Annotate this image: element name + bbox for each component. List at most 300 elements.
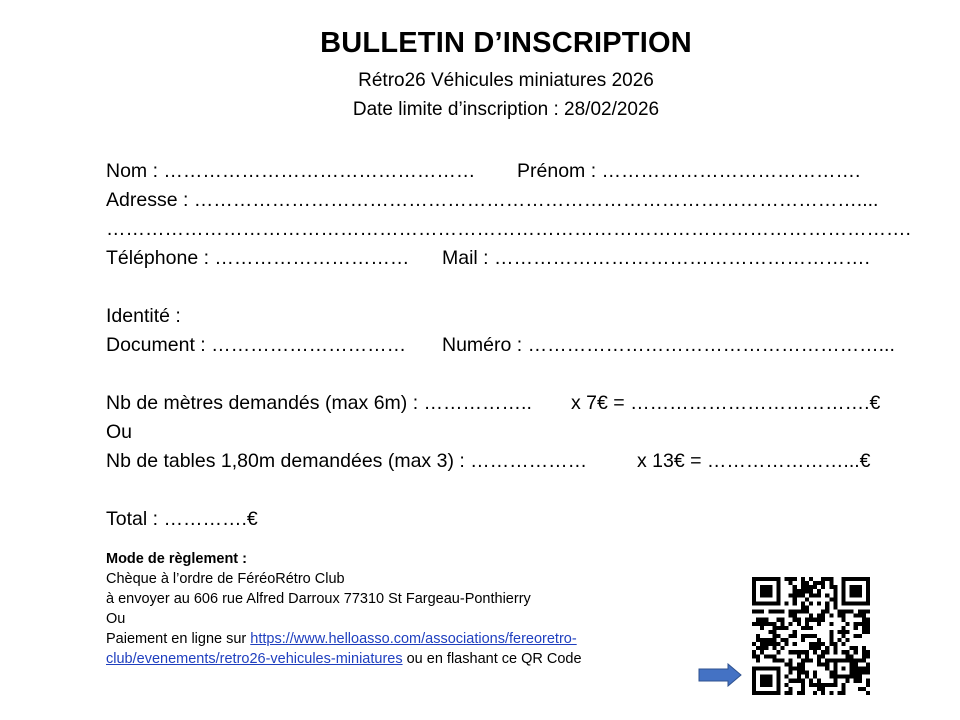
qr-module (809, 593, 813, 597)
qr-module (862, 577, 866, 581)
qr-module (785, 577, 789, 581)
qr-module (829, 642, 833, 646)
qr-module (797, 593, 801, 597)
qr-module (829, 671, 833, 675)
qr-module (760, 642, 764, 646)
qr-module (797, 691, 801, 695)
qr-module (809, 589, 813, 593)
qr-module (776, 671, 780, 675)
qr-module (801, 691, 805, 695)
qr-module (829, 614, 833, 618)
qr-module (793, 577, 797, 581)
qr-module (756, 610, 760, 614)
qr-module (837, 658, 841, 662)
qr-module (817, 614, 821, 618)
qr-module (793, 593, 797, 597)
qr-module (760, 601, 764, 605)
qr-module (797, 671, 801, 675)
adresse-field-line2[interactable]: ……………………………………………………………………………………………………………. (106, 218, 911, 240)
qr-module (772, 610, 776, 614)
qr-module (866, 597, 870, 601)
qr-module (833, 593, 837, 597)
qr-module (752, 593, 756, 597)
payment-qr-suffix: ou en flashant ce QR Code (402, 651, 582, 667)
qr-module (801, 589, 805, 593)
identite-label: Identité : (106, 305, 181, 327)
qr-module (858, 593, 862, 597)
qr-module (764, 654, 768, 658)
qr-module (752, 650, 756, 654)
tables-price-field[interactable]: x 13€ = …………………...€ (637, 450, 871, 472)
qr-module (756, 618, 760, 622)
qr-module (772, 622, 776, 626)
qr-module (866, 610, 870, 614)
qr-module (846, 638, 850, 642)
qr-module (764, 618, 768, 622)
qr-module (858, 614, 862, 618)
qr-module (862, 618, 866, 622)
qr-module (809, 683, 813, 687)
qr-module (789, 671, 793, 675)
qr-module (858, 634, 862, 638)
qr-module (846, 675, 850, 679)
qr-module (768, 691, 772, 695)
qr-module (752, 597, 756, 601)
helloasso-link-part2[interactable]: club/evenements/retro26-vehicules-miniatures (106, 651, 403, 667)
qr-module (801, 610, 805, 614)
qr-module (842, 634, 846, 638)
qr-module (789, 679, 793, 683)
qr-module (833, 667, 837, 671)
qr-module (850, 610, 854, 614)
qr-module (801, 662, 805, 666)
qr-module (793, 667, 797, 671)
metres-field[interactable]: Nb de mètres demandés (max 6m) : …………….. (106, 392, 532, 414)
document-field[interactable]: Document : ………………………… (106, 334, 407, 356)
qr-module (854, 662, 858, 666)
payment-online-prefix: Paiement en ligne sur (106, 631, 251, 647)
qr-module (776, 581, 780, 585)
qr-module (752, 679, 756, 683)
qr-module (793, 618, 797, 622)
qr-module (829, 630, 833, 634)
qr-module (805, 622, 809, 626)
payment-heading: Mode de règlement : (106, 551, 247, 567)
qr-module (772, 638, 776, 642)
qr-module (760, 683, 764, 687)
qr-code[interactable] (752, 577, 870, 695)
qr-module (797, 667, 801, 671)
qr-module (866, 654, 870, 658)
qr-module (817, 662, 821, 666)
qr-module (854, 646, 858, 650)
qr-module (801, 626, 805, 630)
qr-module (789, 577, 793, 581)
qr-module (805, 671, 809, 675)
qr-module (846, 658, 850, 662)
qr-module (760, 577, 764, 581)
qr-module (817, 618, 821, 622)
qr-module (858, 667, 862, 671)
qr-module (829, 691, 833, 695)
qr-module (793, 585, 797, 589)
qr-module (760, 626, 764, 630)
tables-field[interactable]: Nb de tables 1,80m demandées (max 3) : ……………… (106, 450, 588, 472)
qr-module (776, 679, 780, 683)
qr-module (772, 642, 776, 646)
qr-module (825, 658, 829, 662)
qr-module (768, 675, 772, 679)
qr-module (801, 650, 805, 654)
qr-module (776, 650, 780, 654)
qr-module (789, 614, 793, 618)
qr-module (776, 577, 780, 581)
qr-module (768, 589, 772, 593)
qr-module (776, 634, 780, 638)
qr-module (764, 622, 768, 626)
qr-module (760, 638, 764, 642)
nom-field[interactable]: Nom : ………………………………………… (106, 160, 476, 182)
qr-module (829, 581, 833, 585)
qr-module (805, 618, 809, 622)
qr-module (772, 626, 776, 630)
qr-module (797, 622, 801, 626)
payment-or-line: Ou (106, 611, 126, 627)
qr-module (842, 626, 846, 630)
qr-module (764, 585, 768, 589)
qr-module (842, 675, 846, 679)
payment-link-line2 (106, 649, 582, 669)
qr-module (752, 671, 756, 675)
qr-module (768, 679, 772, 683)
qr-module (829, 577, 833, 581)
qr-module (768, 667, 772, 671)
qr-module (858, 585, 862, 589)
qr-module (842, 597, 846, 601)
qr-module (862, 671, 866, 675)
qr-module (752, 601, 756, 605)
qr-module (768, 622, 772, 626)
qr-module (817, 593, 821, 597)
qr-module (768, 593, 772, 597)
qr-module (809, 585, 813, 589)
qr-module (797, 618, 801, 622)
qr-module (837, 675, 841, 679)
qr-module (813, 634, 817, 638)
qr-module (821, 618, 825, 622)
qr-module (789, 662, 793, 666)
numero-field[interactable]: Numéro : ………………………………………………... (442, 334, 895, 356)
qr-module (858, 679, 862, 683)
qr-module (829, 597, 833, 601)
qr-module (760, 646, 764, 650)
qr-module (793, 597, 797, 601)
qr-module (813, 593, 817, 597)
qr-module (780, 658, 784, 662)
qr-module (797, 662, 801, 666)
telephone-field[interactable]: Téléphone : ………………………… (106, 247, 410, 269)
qr-module (789, 622, 793, 626)
qr-module (817, 683, 821, 687)
qr-module (793, 614, 797, 618)
qr-module (813, 618, 817, 622)
qr-module (817, 687, 821, 691)
qr-module (813, 650, 817, 654)
qr-module (817, 589, 821, 593)
qr-module (813, 691, 817, 695)
qr-module (821, 691, 825, 695)
qr-module (805, 605, 809, 609)
qr-module (801, 687, 805, 691)
qr-module (809, 679, 813, 683)
qr-module (752, 589, 756, 593)
qr-module (797, 589, 801, 593)
qr-module (854, 577, 858, 581)
qr-module (858, 610, 862, 614)
qr-module (760, 585, 764, 589)
qr-module (768, 638, 772, 642)
qr-module (846, 622, 850, 626)
qr-module (833, 671, 837, 675)
qr-module (858, 601, 862, 605)
qr-module (854, 589, 858, 593)
qr-module (821, 642, 825, 646)
qr-module (821, 683, 825, 687)
qr-module (760, 622, 764, 626)
qr-module (862, 626, 866, 630)
qr-module (837, 614, 841, 618)
qr-module (764, 646, 768, 650)
qr-module (829, 675, 833, 679)
qr-module (785, 638, 789, 642)
qr-module (862, 614, 866, 618)
qr-module (752, 687, 756, 691)
qr-module (858, 675, 862, 679)
qr-module (813, 646, 817, 650)
qr-module (833, 675, 837, 679)
qr-module (825, 662, 829, 666)
qr-module (772, 654, 776, 658)
qr-module (785, 691, 789, 695)
qr-module (866, 630, 870, 634)
qr-module (768, 585, 772, 589)
qr-module (776, 601, 780, 605)
qr-module (833, 658, 837, 662)
qr-module (817, 654, 821, 658)
qr-module (776, 585, 780, 589)
qr-module (764, 683, 768, 687)
qr-module (785, 601, 789, 605)
qr-module (866, 585, 870, 589)
qr-module (866, 662, 870, 666)
qr-module (752, 667, 756, 671)
qr-module (833, 683, 837, 687)
qr-module (772, 577, 776, 581)
qr-module (842, 618, 846, 622)
qr-module (752, 585, 756, 589)
qr-module (752, 691, 756, 695)
qr-module (801, 581, 805, 585)
qr-module (866, 593, 870, 597)
qr-module (776, 589, 780, 593)
qr-module (756, 601, 760, 605)
qr-module (772, 601, 776, 605)
qr-module (809, 601, 813, 605)
qr-module (776, 667, 780, 671)
qr-module (854, 622, 858, 626)
qr-module (793, 679, 797, 683)
qr-module (801, 605, 805, 609)
qr-module (805, 675, 809, 679)
qr-module (760, 593, 764, 597)
qr-module (805, 581, 809, 585)
qr-module (764, 667, 768, 671)
qr-module (772, 667, 776, 671)
qr-module (780, 622, 784, 626)
qr-module (825, 601, 829, 605)
qr-module (764, 601, 768, 605)
qr-module (862, 658, 866, 662)
qr-module (842, 642, 846, 646)
qr-module (842, 650, 846, 654)
qr-module (801, 634, 805, 638)
qr-module (821, 654, 825, 658)
qr-module (817, 679, 821, 683)
qr-module (862, 622, 866, 626)
qr-module (833, 642, 837, 646)
qr-module (825, 667, 829, 671)
qr-module (842, 577, 846, 581)
qr-module (833, 585, 837, 589)
qr-module (752, 610, 756, 614)
qr-module (821, 610, 825, 614)
qr-module (789, 650, 793, 654)
qr-module (813, 675, 817, 679)
qr-module (862, 646, 866, 650)
qr-module (833, 601, 837, 605)
qr-module (862, 630, 866, 634)
qr-module (846, 650, 850, 654)
adresse-field[interactable]: Adresse : ………………………………………………………………………………………….... (106, 189, 879, 211)
qr-module (809, 634, 813, 638)
qr-module (829, 638, 833, 642)
qr-module (785, 683, 789, 687)
qr-module (862, 650, 866, 654)
qr-module (801, 601, 805, 605)
qr-module (805, 658, 809, 662)
qr-module (789, 691, 793, 695)
metres-price-field[interactable]: x 7€ = ……………………………….€ (571, 392, 881, 414)
qr-module (797, 675, 801, 679)
qr-module (789, 687, 793, 691)
qr-module (833, 650, 837, 654)
qr-module (768, 577, 772, 581)
qr-module (837, 610, 841, 614)
qr-module (866, 622, 870, 626)
qr-module (846, 601, 850, 605)
qr-module (817, 601, 821, 605)
qr-module (780, 626, 784, 630)
qr-module (813, 585, 817, 589)
qr-module (850, 662, 854, 666)
qr-module (776, 658, 780, 662)
qr-module (817, 581, 821, 585)
qr-module (776, 683, 780, 687)
right-arrow-icon (698, 663, 742, 687)
qr-module (825, 610, 829, 614)
qr-module (854, 650, 858, 654)
qr-module (801, 671, 805, 675)
qr-module (756, 638, 760, 642)
qr-module (862, 687, 866, 691)
qr-module (854, 585, 858, 589)
qr-module (801, 667, 805, 671)
qr-module (846, 654, 850, 658)
qr-module (842, 683, 846, 687)
qr-module (785, 642, 789, 646)
qr-module (817, 622, 821, 626)
qr-module (772, 691, 776, 695)
qr-module (829, 622, 833, 626)
qr-module (772, 646, 776, 650)
qr-module (801, 593, 805, 597)
qr-module (805, 654, 809, 658)
qr-module (805, 585, 809, 589)
qr-module (801, 638, 805, 642)
mail-field[interactable]: Mail : …………………………………………………. (442, 247, 870, 269)
payment-online-line (106, 629, 582, 649)
qr-module (760, 589, 764, 593)
helloasso-link-part1[interactable]: https://www.helloasso.com/associations/fereoretro- (250, 631, 577, 647)
payment-cheque-line: Chèque à l’ordre de FéréoRétro Club (106, 571, 345, 587)
qr-module (793, 589, 797, 593)
qr-module (764, 577, 768, 581)
qr-module (850, 577, 854, 581)
qr-module (768, 683, 772, 687)
qr-module (850, 593, 854, 597)
qr-module (797, 654, 801, 658)
qr-module (866, 683, 870, 687)
qr-module (854, 675, 858, 679)
qr-module (785, 662, 789, 666)
form-title: BULLETIN D’INSCRIPTION (320, 27, 692, 59)
qr-module (837, 638, 841, 642)
qr-module (821, 585, 825, 589)
qr-module (850, 675, 854, 679)
prenom-field[interactable]: Prénom : …………………………………. (517, 160, 861, 182)
qr-module (789, 667, 793, 671)
qr-module (837, 630, 841, 634)
qr-module (768, 610, 772, 614)
qr-module (854, 614, 858, 618)
qr-module (793, 634, 797, 638)
qr-module (862, 667, 866, 671)
qr-module (756, 691, 760, 695)
qr-module (813, 683, 817, 687)
qr-module (825, 646, 829, 650)
qr-module (850, 654, 854, 658)
qr-module (805, 610, 809, 614)
qr-module (805, 634, 809, 638)
qr-module (793, 642, 797, 646)
qr-module (780, 646, 784, 650)
total-field[interactable]: Total : ………….€ (106, 508, 258, 530)
qr-module (821, 650, 825, 654)
qr-module (833, 679, 837, 683)
qr-module (764, 593, 768, 597)
qr-module (776, 610, 780, 614)
qr-module (793, 601, 797, 605)
